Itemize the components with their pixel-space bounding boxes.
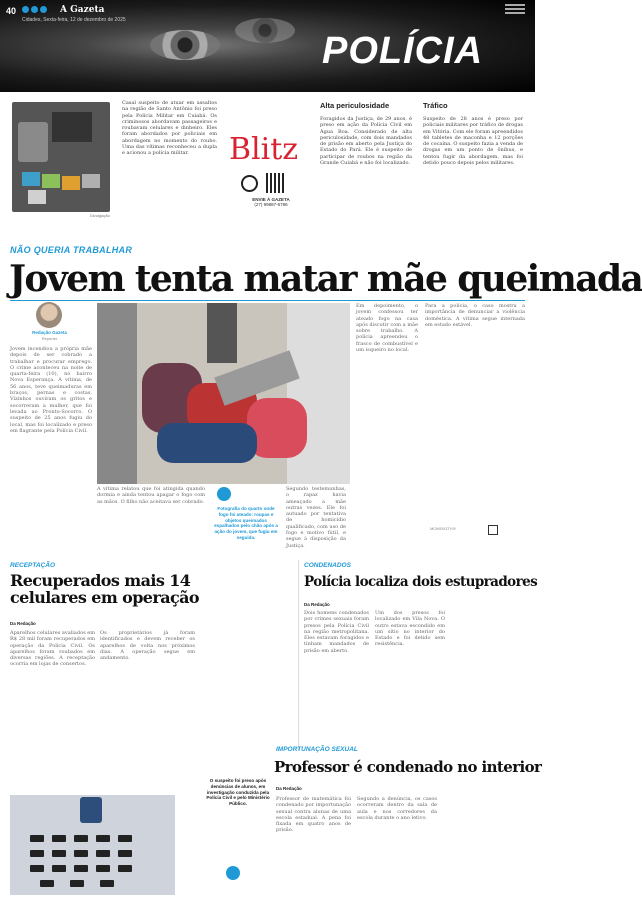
author-name: Redação Gazeta (32, 330, 67, 335)
paper-name: A Gazeta (60, 5, 105, 15)
date-line: Cidades, Sexta-feira, 12 de dezembro de 2025 (22, 17, 126, 23)
main-photo (97, 303, 350, 484)
blitz-lead-text: Casal suspeito de atuar em assaltos na região de Santo Antônio foi preso pela Polícia Militar em Cuiabá. Os criminosos abordavam passageiros e roubavam celulares e dinheiro. Eles foram abordados por policiais em abordagem no momento do roubo. Uma das vítimas reconheceu a dupla e acionou a polícia militar. (122, 100, 217, 157)
share-label: ENVIE À GAZETA (27) 99887-6786 (252, 197, 290, 207)
qr-code-icon[interactable] (488, 525, 498, 535)
end-note: ΜΟΜΘΧΣΓΛΦ (430, 526, 456, 531)
photo-credit: Divulgação (90, 213, 110, 218)
teacher-quote: O suspeito foi preso após denúncias de alunos, em investigação conduzida pela Polícia Civil e pelo Ministério Público. (206, 778, 270, 807)
main-col3-text: Segundo testemunhas, o rapaz havia ameaçado a mãe outras vezes. Ele foi autuado por tentativa de homicídio qualificado, com uso de fogo e motivo fútil, e segue à disposição da Justiça. (286, 486, 346, 549)
main-col4-text: Em depoimento, o jovem confessou ter ateado fogo na casa após discutir com a mãe sobre trabalho. A polícia apreendeu o frasco de combustível e um isqueiro no local. (356, 303, 418, 354)
teacher-headline: Professor é condenado no interior (274, 758, 542, 776)
blitz-col3-text: Suspeito de 28 anos é preso por policiais militares por tráfico de drogas em Vitória. Com ele foram apreendidos 48 tabletes de maconha e 12 porções de cocaína. O suspeito fazia a venda de drogas em um ponto de ônibus, e tentou fugir da abordagem, mas foi detido pouco depois pelos militares. (423, 116, 523, 167)
section-title: POLÍCIA (322, 30, 484, 72)
photo-caption: Fotografia do quarto onde fogo foi ateado: roupas e objetos queimados espalhados pelo chão após a ação do jovem, que fugiu em seguida. (214, 506, 278, 540)
logo-dots-icon (22, 6, 47, 13)
rapists-kicker: CONDENADOS (304, 562, 351, 569)
blitz-col3-head: Tráfico (423, 101, 448, 110)
rapists-byline: Da Redação (304, 602, 330, 607)
blitz-col2-head: Alta periculosidade (320, 101, 390, 110)
phones-byline: Da Redação (10, 621, 36, 626)
phones-text1: Aparelhos celulares avaliados em R$ 28 mil foram recuperados em operação da Polícia Civil. Os aparelhos foram roubados em diversas regiões. A receptação ocorria em lojas de consertos. (10, 630, 95, 668)
blitz-col2-text: Foragidos da Justiça, de 29 anos, é preso em ação da Polícia Civil em Água Boa. Considerado de alta periculosidade, com dois mandados de prisão em aberto pela Justiça do Estado do Pará. Ele é suspeito de participar de roubos na região da Grande Cuiabá e não foi localizado. (320, 116, 412, 167)
teacher-text2: Segundo a denúncia, os casos ocorreram dentro da sala de aula e nos corredores da escola durante o ano letivo. (357, 796, 437, 821)
main-col5-text: Para a polícia, o caso mostra a importância de denunciar a violência doméstica. A vítima segue internada em estado estável. (425, 303, 525, 328)
blitz-brand: Blitz (229, 132, 299, 167)
main-headline: Jovem tenta matar mãe queimada (9, 258, 642, 300)
camera-icon (226, 866, 240, 880)
eye-image (150, 30, 220, 60)
author-role: Repórter (41, 336, 58, 341)
main-col1-text: Jovem incendiou a própria mãe depois de ser cobrado a trabalhar e procurar emprego. O crime aconteceu na noite de quarta-feira (10), no bairro Nova Esperança. A vítima, de 56 anos, teve queimaduras em braços, pernas e costas. Vizinhos ouviram os gritos e socorreram a mulher, que foi levada ao Pronto-Socorro. O suspeito de 25 anos fugiu do local, mas foi localizado e preso em flagrante pela Polícia Civil. (10, 346, 92, 434)
whatsapp-icon[interactable] (241, 175, 258, 192)
camera-icon (217, 487, 231, 501)
blitz-photo (12, 102, 110, 212)
divider (10, 300, 525, 301)
teacher-kicker: IMPORTUNAÇÃO SEXUAL (276, 746, 358, 753)
qr-code-icon[interactable] (266, 173, 286, 193)
author-avatar (36, 302, 62, 328)
rapists-text2: Um dos presos foi localizado em Vila Nova. O outro estava escondido em um sítio no interior do Estado e foi detido sem resistência. (375, 610, 445, 648)
column-divider (298, 560, 299, 750)
phones-photo (10, 795, 175, 895)
rapists-text1: Dois homens condenados por crimes sexuais foram presos pela Polícia Civil na região metropolitana. Eles estavam foragidos e tinham mandados de prisão em aberto. (304, 610, 369, 654)
teacher-byline: Da Redação (276, 786, 302, 791)
main-kicker: NÃO QUERIA TRABALHAR (10, 245, 133, 255)
menu-lines-icon (505, 4, 525, 16)
phones-kicker: RECEPTAÇÃO (10, 562, 56, 569)
phones-headline: Recuperados mais 14 celulares em operação (10, 571, 199, 607)
rapists-headline: Polícia localiza dois estupradores (304, 574, 538, 590)
page-number: 40 (6, 6, 17, 16)
phones-text2: Os proprietários já foram identificados e devem receber os aparelhos de volta nos próximos dias. A operação segue em andamento. (100, 630, 195, 662)
main-col2-text: A vítima relatou que foi atingida quando dormia e ainda tentou apagar o fogo com as mãos. O filho não aceitava ser cobrado. (97, 486, 205, 505)
teacher-text1: Professor de matemática foi condenado por importunação sexual contra alunas de uma escola estadual. A pena foi fixada em quatro anos de prisão. (276, 796, 351, 834)
